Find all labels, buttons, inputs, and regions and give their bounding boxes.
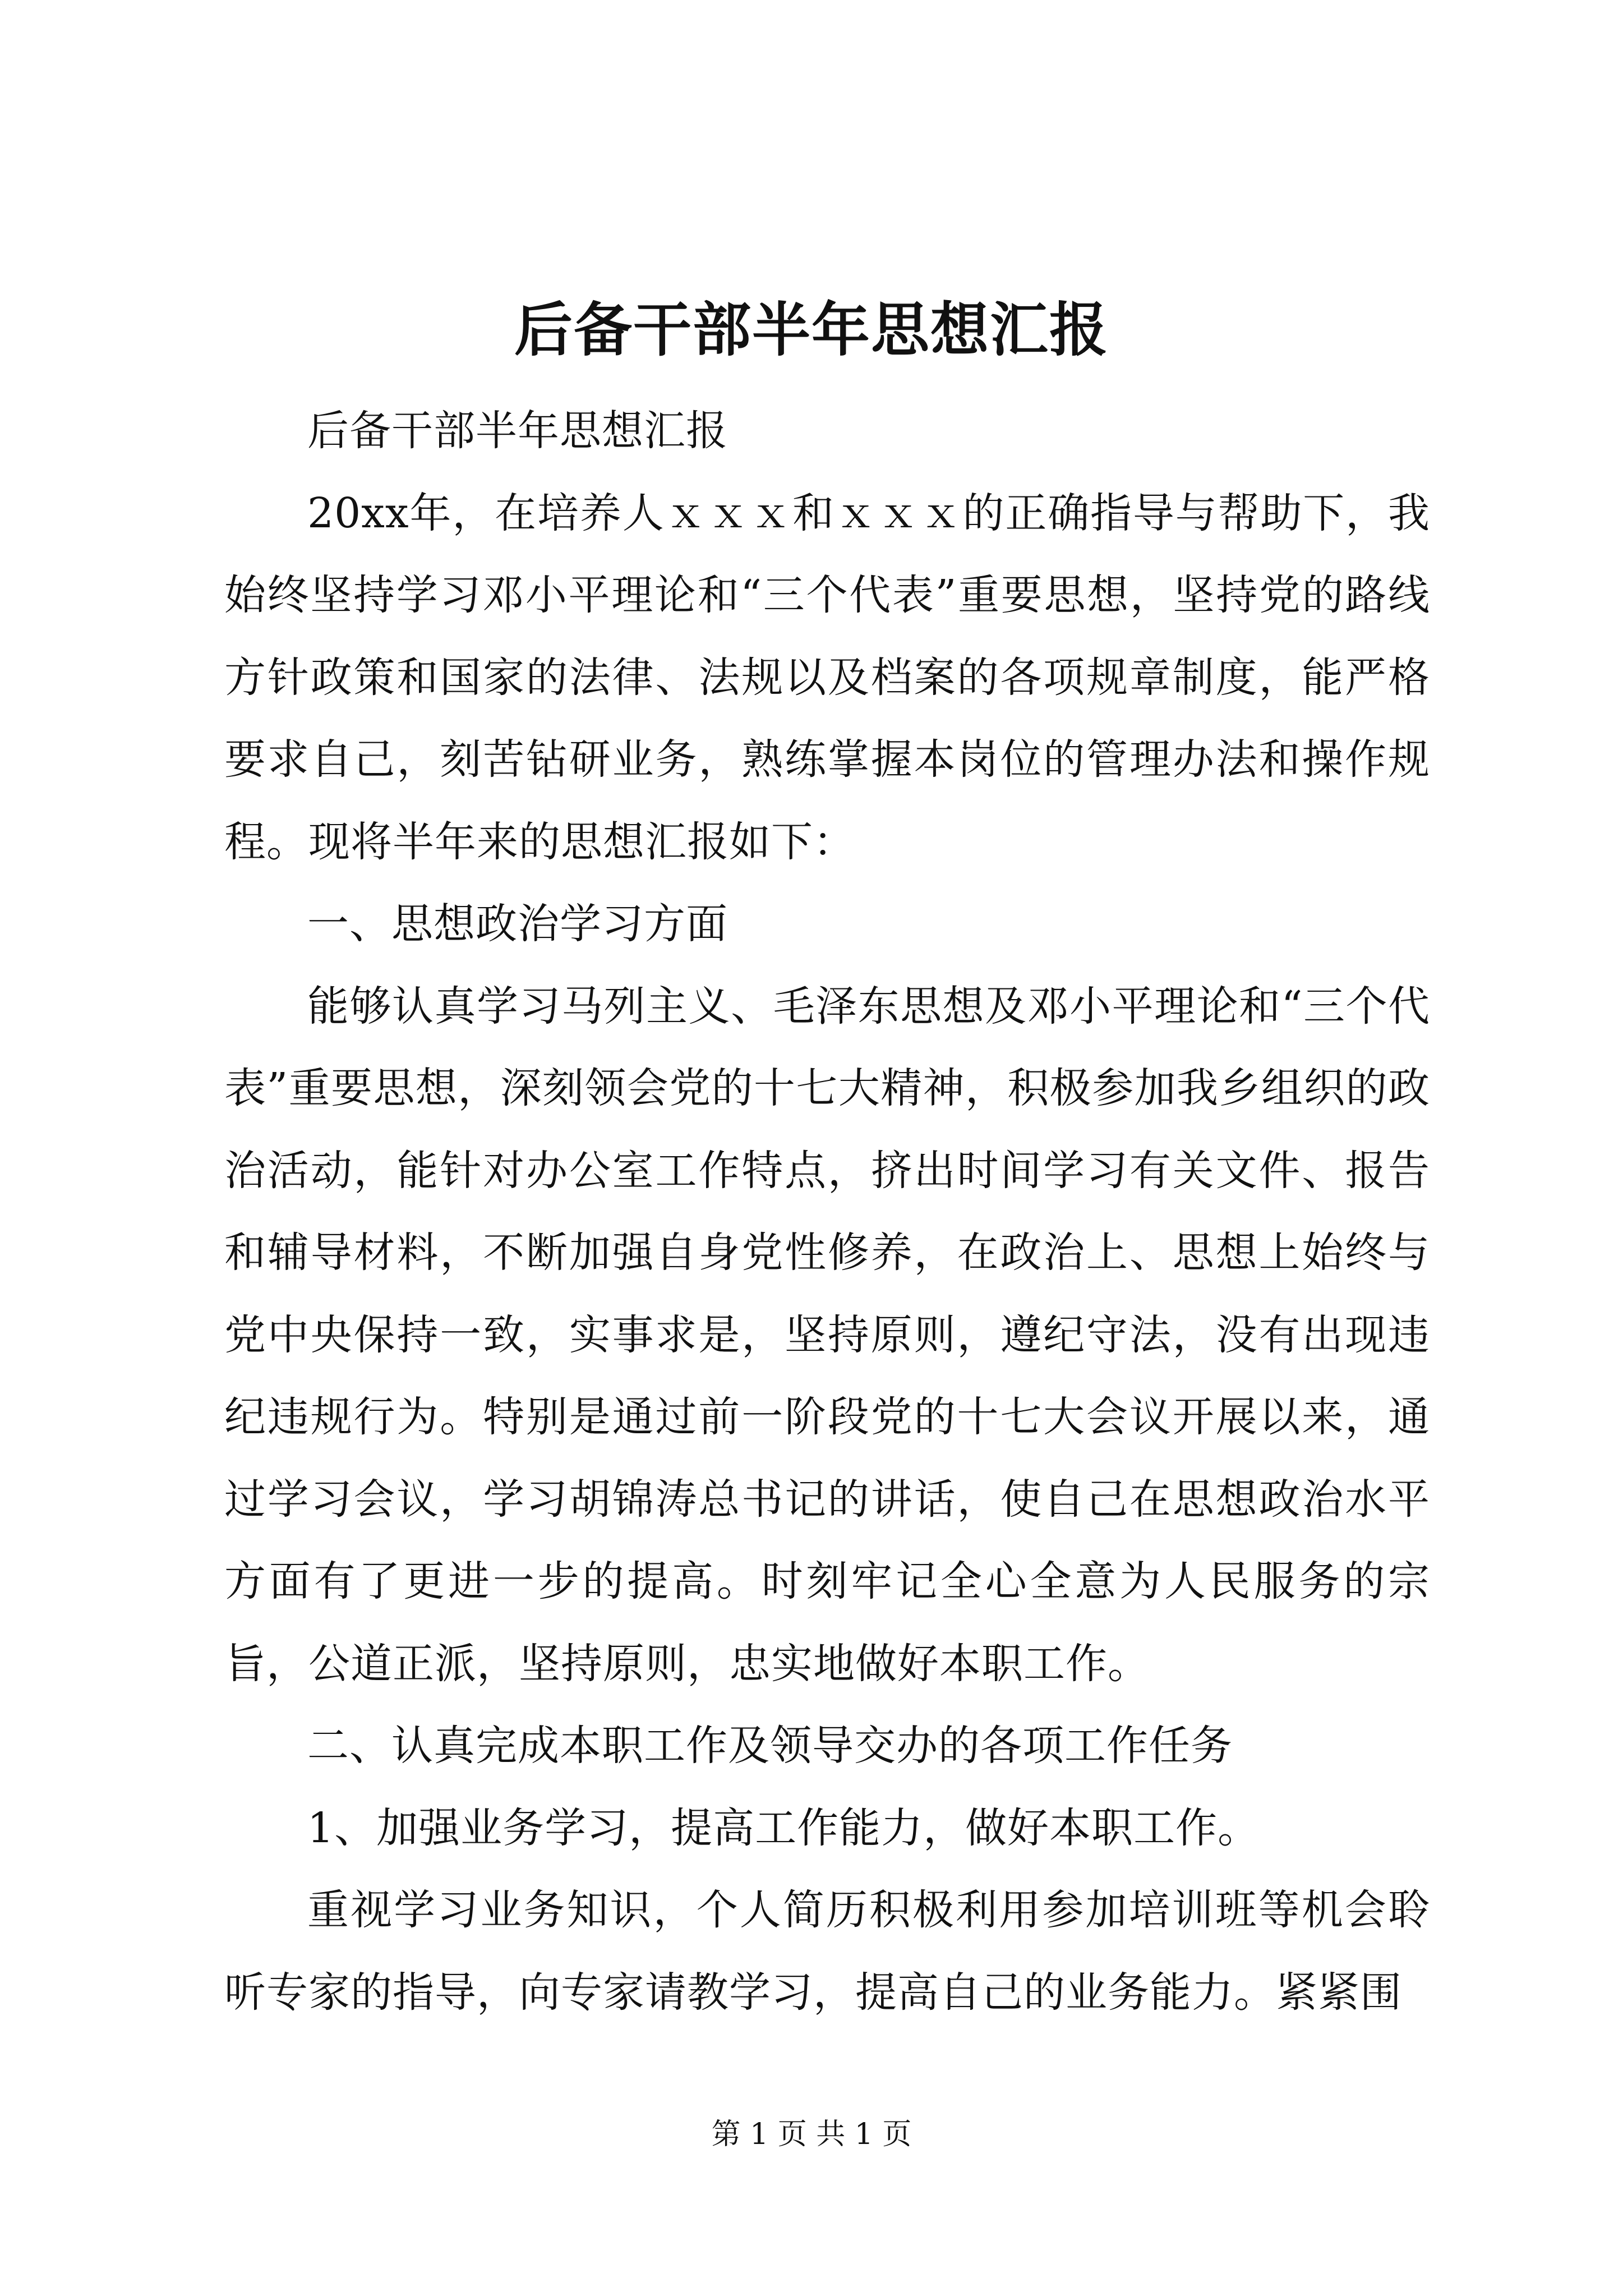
document-body [224, 390, 1430, 2033]
paragraph-political-study: 能够认真学习马列主义、毛泽东思想及邓小平理论和“三个代表”重要思想，深刻领会党的十七大精神，积极参加我乡组织的政治活动，能针对办公室工作特点，挤出时间学习有关文件、报告和辅导材料，不断加强自身党性修养，在政治上、思想上始终与党中央保持一致，实事求是，坚持原则，遵纪守法，没有出现违纪违规行为。特别是通过前一阶段党的十七大会议开展以来，通过学习会议，学习胡锦涛总书记的讲话，使自己在思想政治水平方面有了更进一步的提高。时刻牢记全心全意为人民服务的宗旨，公道正派，坚持原则，忠实地做好本职工作。 [224, 982, 1430, 1688]
page-footer: 第 1 页 共 1 页 [711, 2118, 912, 2151]
paragraph-subtitle: 后备干部半年思想汇报 [307, 407, 728, 455]
subsection-heading-1: 1、加强业务学习，提高工作能力，做好本职工作。 [307, 1803, 1260, 1852]
paragraph-intro: 20xx年，在培养人ｘｘｘ和ｘｘｘ的正确指导与帮助下，我始终坚持学习邓小平理论和“三个代表”重要思想，坚持党的路线方针政策和国家的法律、法规以及档案的各项规章制度，能严格要求自己，刻苦钻研业务，熟练掌握本岗位的管理办法和操作规程。现将半年来的思想汇报如下： [224, 489, 1430, 866]
section-heading-2: 二、认真完成本职工作及领导交办的各项工作任务 [307, 1722, 1233, 1770]
document-title: 后备干部半年思想汇报 [514, 295, 1109, 364]
paragraph-business-study: 重视学习业务知识，个人简历积极利用参加培训班等机会聆听专家的指导，向专家请教学习，提高自己的业务能力。紧紧围 [224, 1886, 1430, 2017]
section-heading-1: 一、思想政治学习方面 [307, 900, 728, 948]
